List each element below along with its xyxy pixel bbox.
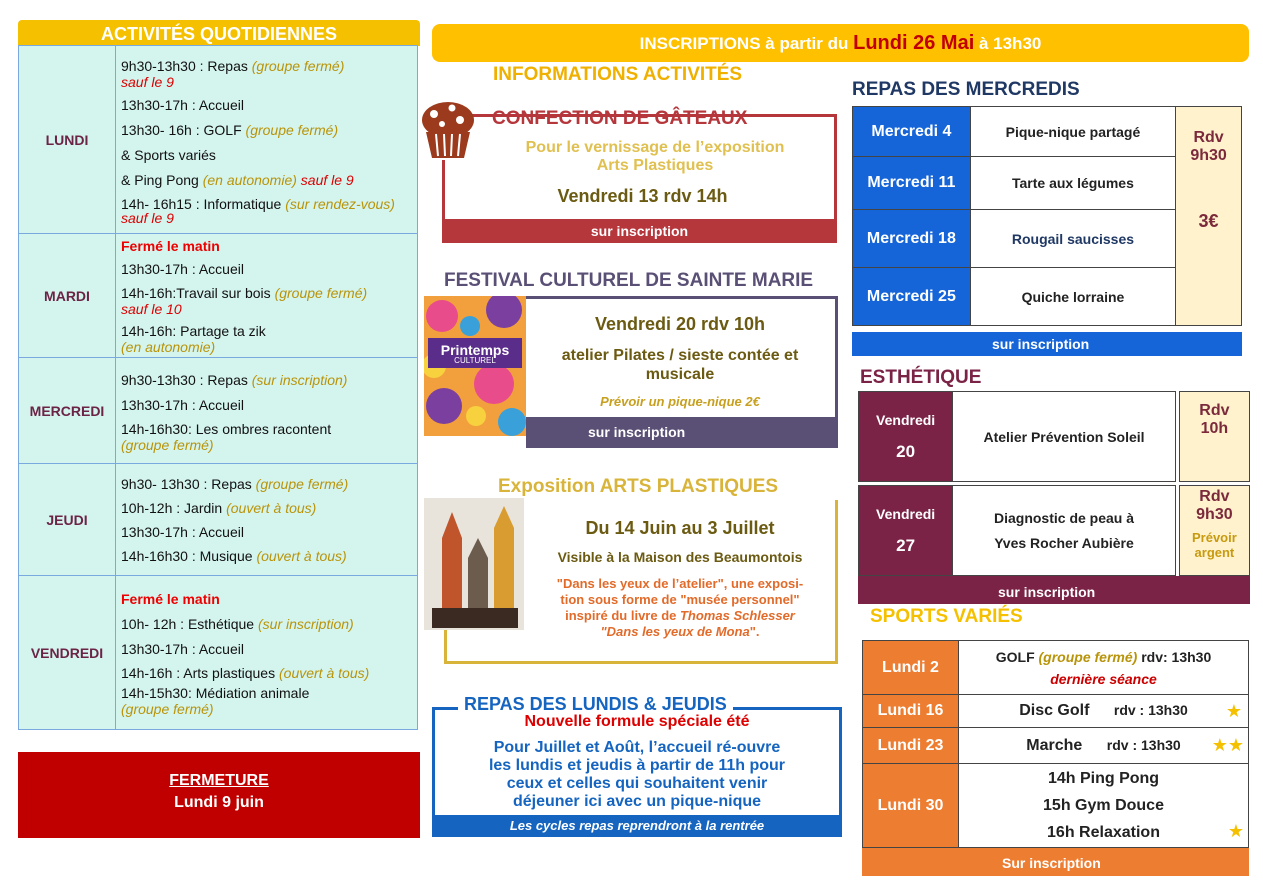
poster-title: Printemps: [440, 342, 510, 358]
festival-poster: [424, 296, 526, 436]
sport-act-4: 14h Ping Pong 15h Gym Douce 16h Relaxation ★: [959, 764, 1249, 848]
gateaux-title: CONFECTION DE GÂTEAUX: [492, 108, 748, 129]
sport-act-3: Marche rdv : 13h30 ★★: [959, 728, 1249, 764]
esth-rdv-1: Rdv 10h: [1179, 392, 1249, 482]
mer-day-0: Mercredi 4: [853, 107, 971, 157]
gateaux-frame-left: [442, 160, 445, 222]
fermeture-box: [18, 752, 420, 838]
day-lundi: LUNDI: [19, 46, 116, 234]
repas-mer-table: [852, 106, 1242, 326]
inscriptions-banner: INSCRIPTIONS à partir du Lundi 26 Mai à 13h30: [432, 24, 1249, 62]
sport-act-2: Disc Golf rdv : 13h30 ★: [959, 695, 1249, 728]
repas-mer-inscription-button[interactable]: sur inscription: [852, 332, 1242, 356]
repas-mer-title: REPAS DES MERCREDIS: [852, 79, 1080, 100]
fermeture-date: Lundi 9 juin: [174, 794, 264, 811]
mer-menu-2: Rougail saucisses: [970, 210, 1175, 268]
esthetique-table-2: [858, 485, 1250, 576]
gateaux-subtitle: Pour le vernissage de l’exposition Arts Plastiques: [525, 139, 785, 174]
festival-inscription-button[interactable]: sur inscription: [526, 417, 838, 448]
star-icon: ★: [1225, 701, 1242, 721]
esth-act-1: Atelier Prévention Soleil: [953, 392, 1176, 482]
mer-day-3: Mercredi 25: [853, 268, 971, 326]
gateaux-date: Vendredi 13 rdv 14h: [557, 186, 728, 206]
banner-date: Lundi 26 Mai: [853, 32, 975, 54]
mer-menu-0: Pique-nique partagé: [970, 107, 1175, 157]
expo-title: Exposition ARTS PLASTIQUES: [498, 476, 779, 497]
esthetique-table-1: [858, 391, 1250, 482]
sport-day-1: Lundi 2: [863, 641, 959, 695]
esth-day-1: Vendredi 20: [859, 392, 953, 482]
festival-date: Vendredi 20 rdv 10h: [594, 314, 766, 334]
mer-price: 3€: [1198, 211, 1219, 231]
expo-desc: "Dans les yeux de l’atelier", une exposi- tion sous forme de "musée personnel" inspiré du livre de Thomas Schlesser "Dans les yeux de Mona".: [556, 576, 804, 639]
activites-table: [18, 45, 418, 730]
esthetique-inscription-button[interactable]: sur inscription: [858, 576, 1250, 604]
lundi-accueil: 13h30-17h : Accueil: [121, 96, 244, 113]
sports-inscription-button[interactable]: Sur inscription: [862, 848, 1249, 876]
row-lundi: LUNDI 9h30-13h30 : Repas (groupe fermé) sauf le 9 13h30-17h : Accueil 13h30- 16h : GOLF (groupe fermé) & Sports variés & Ping Pong (en autonomie) sauf le 9 14h- 16h15 : Informatique (sur rendez-vous) sauf le 9: [19, 46, 418, 234]
row-vendredi: VENDREDI Fermé le matin 10h- 12h : Esthétique (sur inscription) 13h30-17h : Accueil 14h-16h : Arts plastiques (ouvert à tous) 14h-15h30: Médiation animale (groupe fermé): [19, 576, 418, 730]
festival-note: Prévoir un pique-nique 2€: [600, 394, 760, 409]
mer-menu-3: Quiche lorraine: [970, 268, 1175, 326]
lundi-golf: 13h30- 16h : GOLF: [121, 121, 246, 138]
repas-lj-text: Pour Juillet et Août, l’accueil ré-ouvre les lundis et jeudis à partir de 11h pour ceux et celles qui souhaitent venir déjeuner ici avec un pique-nique: [488, 739, 786, 810]
esth-day-2: Vendredi 27: [859, 486, 953, 576]
sports-table: [862, 640, 1249, 848]
expo-date: Du 14 Juin au 3 Juillet: [585, 518, 775, 538]
sports-title: SPORTS VARIÉS: [870, 606, 1023, 627]
repas-lj-footer: Les cycles repas reprendront à la rentrée: [432, 815, 842, 837]
row-mercredi: MERCREDI 9h30-13h30 : Repas (sur inscription) 13h30-17h : Accueil 14h-16h30: Les ombres racontent (groupe fermé): [19, 358, 418, 464]
sport-day-4: Lundi 30: [863, 764, 959, 848]
fermeture-title: FERMETURE: [169, 772, 269, 789]
expo-lieu: Visible à la Maison des Beaumontois: [557, 549, 803, 565]
mer-menu-1: Tarte aux légumes: [970, 157, 1175, 210]
day-jeudi: JEUDI: [19, 464, 116, 576]
esth-act-2: Diagnostic de peau à Yves Rocher Aubière: [953, 486, 1176, 576]
row-mardi: MARDI Fermé le matin 13h30-17h : Accueil 14h-16h:Travail sur bois (groupe fermé) sauf le 10 14h-16h: Partage ta zik (en autonomie): [19, 234, 418, 358]
esth-rdv-2: Rdv 9h30 Prévoir argent: [1179, 486, 1249, 576]
expo-painting: [424, 498, 524, 630]
lundi-repas: 9h30-13h30 : Repas: [121, 57, 252, 74]
repas-lj-title: REPAS DES LUNDIS & JEUDIS: [458, 694, 733, 715]
star-icon-2: ★: [1227, 821, 1244, 841]
festival-title: FESTIVAL CULTUREL DE SAINTE MARIE: [444, 270, 814, 291]
esthetique-title: ESTHÉTIQUE: [860, 367, 982, 388]
sport-day-3: Lundi 23: [863, 728, 959, 764]
stars-icon: ★★: [1211, 735, 1244, 755]
day-mardi: MARDI: [19, 234, 116, 358]
repas-lj-subtitle: Nouvelle formule spéciale été: [524, 713, 750, 730]
day-vendredi: VENDREDI: [19, 576, 116, 730]
poster-subtitle: CULTUREL: [454, 356, 496, 365]
activites-title: ACTIVITÉS QUOTIDIENNES: [18, 20, 420, 46]
mer-day-2: Mercredi 18: [853, 210, 971, 268]
day-mercredi: MERCREDI: [19, 358, 116, 464]
sport-act-1: GOLF (groupe fermé) rdv: 13h30 dernière séance: [959, 641, 1249, 695]
sport-day-2: Lundi 16: [863, 695, 959, 728]
mer-day-1: Mercredi 11: [853, 157, 971, 210]
informations-title: INFORMATIONS ACTIVITÉS: [493, 64, 743, 85]
muffin-icon: [416, 96, 480, 160]
row-jeudi: JEUDI 9h30- 13h30 : Repas (groupe fermé) 10h-12h : Jardin (ouvert à tous) 13h30-17h : Accueil 14h-16h30 : Musique (ouvert à tous): [19, 464, 418, 576]
mer-rdv-cell: Rdv 9h30 3€: [1176, 107, 1242, 326]
gateaux-inscription-button[interactable]: sur inscription: [442, 219, 837, 243]
festival-desc: atelier Pilates / sieste contée et musicale: [561, 347, 799, 383]
